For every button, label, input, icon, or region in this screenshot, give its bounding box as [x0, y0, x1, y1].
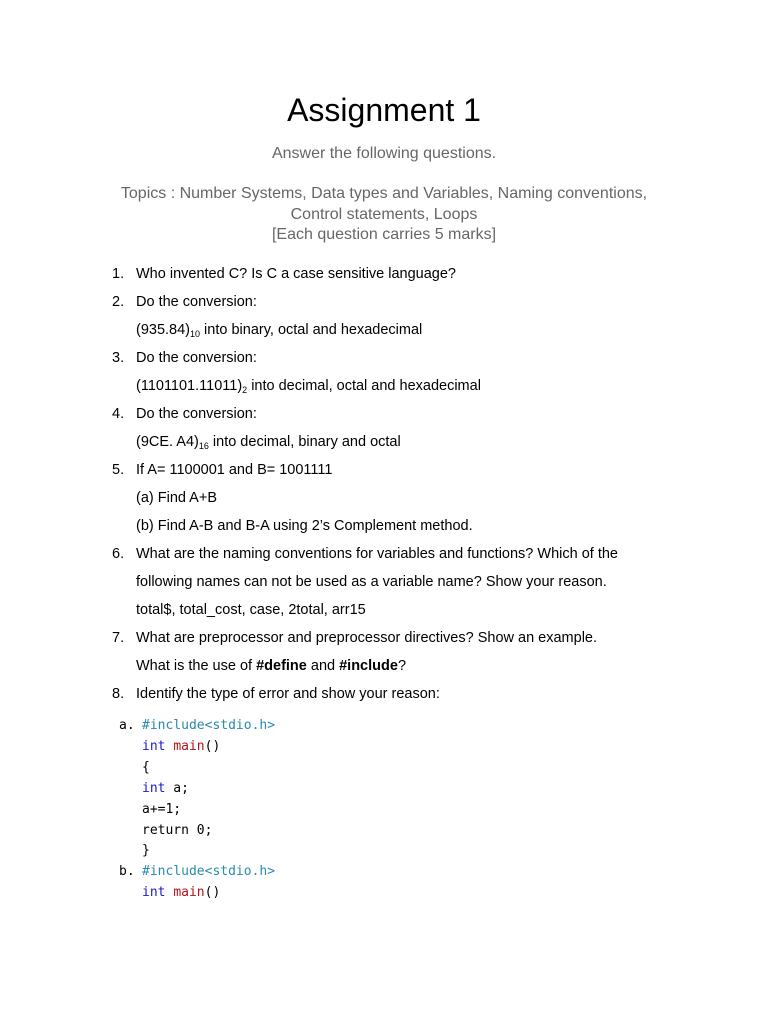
conversion-value: (9CE. A4) — [136, 434, 199, 450]
question-number: 3. — [112, 350, 125, 366]
marks-note: [Each question carries 5 marks] — [271, 226, 497, 243]
code-label: b. — [119, 864, 135, 880]
conversion-base: 16 — [198, 441, 209, 451]
conversion-task: into binary, octal and hexadecimal — [200, 322, 423, 338]
question-number: 8. — [112, 686, 125, 702]
variable-names-list: total$, total_cost, case, 2total, arr15 — [136, 602, 366, 618]
declaration-rest: a; — [165, 780, 189, 796]
conversion-value: (935.84) — [136, 322, 191, 338]
code-block-a — [119, 716, 275, 862]
question-text: Identify the type of error and show your reason: — [136, 686, 440, 702]
question-subpart: (b) Find A-B and B-A using 2’s Complement method. — [136, 518, 473, 534]
question-number: 5. — [112, 462, 125, 478]
question-number: 4. — [112, 406, 125, 422]
question-number: 1. — [112, 266, 125, 282]
open-brace: { — [142, 759, 150, 775]
define-keyword: #define — [256, 658, 307, 674]
code-snippets — [119, 716, 275, 904]
main-signature — [142, 883, 275, 904]
return-statement: return 0; — [142, 822, 213, 838]
question-item — [112, 624, 672, 680]
main-signature — [142, 737, 275, 758]
close-brace: } — [142, 843, 150, 859]
int-keyword: int — [142, 885, 166, 901]
question-text: If A= 1100001 and B= 1001111 — [136, 462, 333, 478]
question-text — [136, 652, 672, 680]
question-item — [112, 288, 672, 344]
include-directive: #include<stdio.h> — [142, 718, 276, 733]
text-run: What is the use of — [136, 658, 257, 674]
question-text: Who invented C? Is C a case sensitive language? — [136, 266, 456, 282]
parens: () — [204, 885, 221, 901]
text-run: ? — [397, 658, 407, 674]
topics-block — [0, 184, 768, 246]
int-keyword: int — [142, 780, 166, 796]
question-item — [112, 540, 672, 624]
question-number: 6. — [112, 546, 125, 562]
conversion-task: into decimal, octal and hexadecimal — [247, 378, 481, 394]
code-block-b — [119, 862, 275, 904]
question-number: 7. — [112, 630, 125, 646]
text-run: and — [306, 658, 340, 674]
conversion-base: 10 — [190, 329, 201, 339]
page-title: Assignment 1 — [287, 92, 481, 128]
conversion-task: into decimal, binary and octal — [208, 434, 401, 450]
main-function-name: main — [173, 885, 205, 901]
question-text: Do the conversion: — [136, 350, 257, 366]
subtitle: Answer the following questions. — [271, 145, 497, 162]
question-text: What are preprocessor and preprocessor directives? Show an example. — [136, 630, 598, 646]
code-label: a. — [119, 718, 135, 733]
question-item — [112, 456, 672, 540]
include-directive: #include<stdio.h> — [142, 864, 276, 880]
question-item — [112, 680, 672, 708]
question-number: 2. — [112, 294, 125, 310]
include-keyword: #include — [339, 658, 398, 674]
question-text: Do the conversion: — [136, 406, 257, 422]
statement: a+=1; — [142, 801, 182, 817]
parens: () — [204, 738, 221, 754]
variable-declaration — [142, 779, 275, 800]
question-subpart: (a) Find A+B — [136, 490, 217, 506]
question-text: following names can not be used as a variable name? Show your reason. — [136, 574, 607, 590]
question-text: What are the naming conventions for variables and functions? Which of the — [136, 546, 618, 562]
question-list — [112, 260, 672, 708]
question-text: Do the conversion: — [136, 294, 257, 310]
int-keyword: int — [142, 738, 166, 754]
conversion-line — [136, 316, 672, 344]
question-item — [112, 400, 672, 456]
topics-line: Control statements, Loops — [290, 205, 478, 223]
conversion-value: (1101101.11011) — [136, 378, 243, 394]
question-item — [112, 260, 672, 288]
question-item — [112, 344, 672, 400]
conversion-line — [136, 428, 672, 456]
conversion-line — [136, 372, 672, 400]
main-function-name: main — [173, 738, 205, 754]
conversion-base: 2 — [242, 385, 248, 395]
topics-line: Topics : Number Systems, Data types and Variables, Naming conventions, — [120, 185, 648, 202]
